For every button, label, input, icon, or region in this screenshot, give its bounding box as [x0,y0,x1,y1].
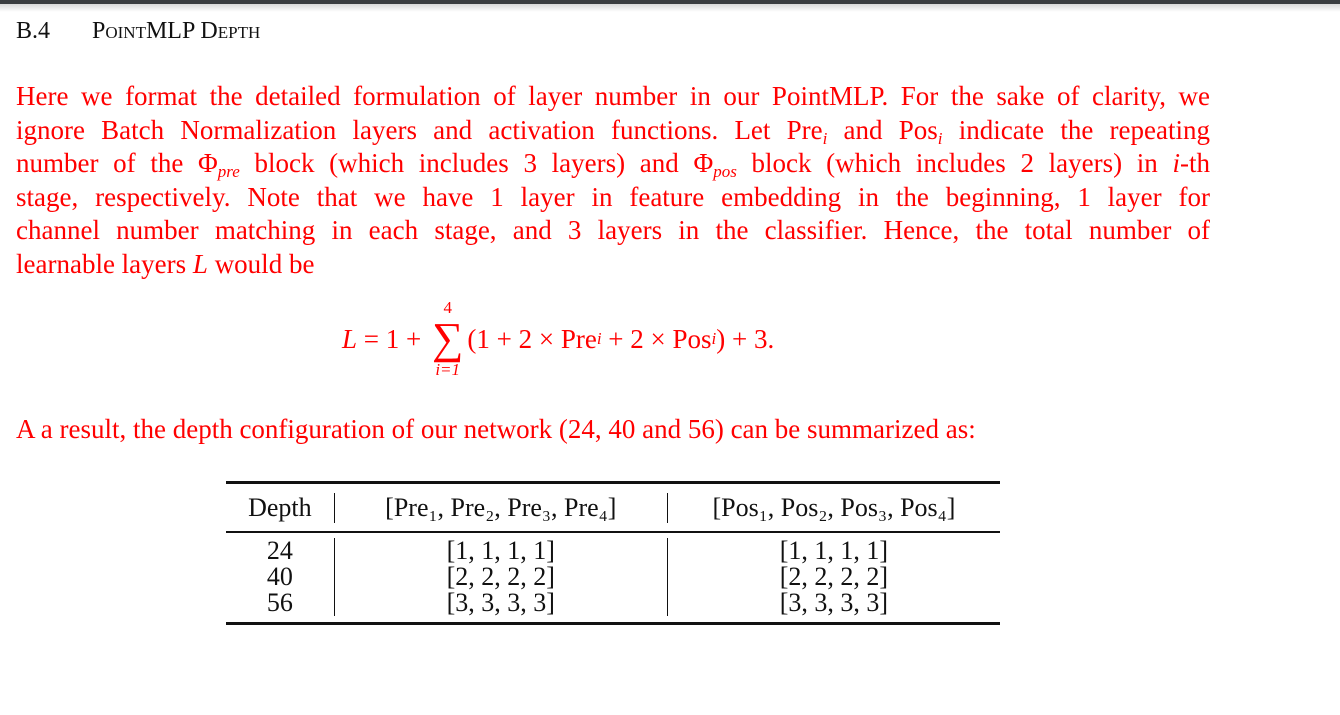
math-pos: Pos [898,114,938,145]
paragraph-line-3 [16,147,1210,181]
math-subscript: i [822,128,828,148]
eq-text: = 1 + [357,323,428,354]
paragraph-line-2 [16,114,1210,148]
table-cell-pre: [3, 3, 3, 3] [446,587,555,617]
header-pre: [Pre₁, Pre₂, Pre₃, Pre₄] [334,493,667,523]
math-phi: Φ [693,148,714,178]
section-heading [16,18,260,45]
header-pos: [Pos₁, Pos₂, Pos₃, Pos₄] [667,493,1000,523]
table-cell-pos: [3, 3, 3, 3] [779,587,889,617]
sum-upper-limit: 4 [443,298,452,317]
table-cell-pos: [1, 1, 1, 1] [779,535,889,565]
math-subscript: i [937,128,943,148]
text-span: block (which includes 2 layers) in [736,148,1173,178]
text-span: number of the [16,148,198,178]
text-span: block (which includes 3 layers) and [239,148,694,178]
table-bottom-rule [226,622,1000,625]
math-subscript: pre [217,162,240,181]
pos-column [667,535,1000,617]
math-pre: Pre [786,114,823,145]
text-span: ignore Batch Normalization layers and activation functions. Let [16,114,787,145]
sigma-symbol: ∑ [432,314,464,363]
table-body [226,533,1000,622]
depth-column [226,535,334,617]
eq-text: + 2 × Pos [601,323,712,354]
viewer-top-shadow [0,4,1340,12]
text-span: would be [207,248,315,279]
table-cell-depth: 56 [266,587,293,617]
summation [432,298,463,380]
text-span: and [827,114,899,145]
table-cell-pos: [2, 2, 2, 2] [779,561,889,591]
paragraph-line-5: channel number matching in each stage, and 3 layers in the classifier. Hence, the total number of [16,215,1210,245]
math-i: i [1172,148,1180,178]
body-paragraph [16,80,1210,281]
eq-lhs: L [342,323,358,354]
math-subscript: pos [713,162,737,181]
eq-text: (1 + 2 × Pre [467,323,597,354]
eq-text: ) + 3. [716,323,775,354]
section-number: B.4 [16,18,51,44]
sum-lower-limit: i=1 [435,360,461,379]
table-cell-pre: [1, 1, 1, 1] [446,535,555,565]
text-span: indicate the repeating [942,114,1211,145]
text-span: -th [1180,148,1210,178]
layer-count-equation: L = 1 + 4 ∑ i=1 (1 + 2 × Pre i + 2 × Pos i ) + 3. [342,298,775,379]
header-depth: Depth [248,492,312,522]
paragraph-line-4: stage, respectively. Note that we have 1 layer in feature embedding in the beginning, 1 layer for [16,181,1210,212]
section-title: PointMLP Depth [92,18,261,44]
math-phi: Φ [198,148,218,178]
text-span: learnable layers [16,248,193,279]
paragraph-line-6 [16,248,1210,282]
math-L: L [192,248,208,279]
table-cell-depth: 24 [266,535,293,565]
table-header-row [226,484,1000,531]
pre-column [334,535,667,617]
result-sentence: A a result, the depth configuration of our network (24, 40 and 56) can be summarized as: [16,414,976,444]
depth-config-table [226,481,1000,625]
table-cell-depth: 40 [266,561,293,591]
table-cell-pre: [2, 2, 2, 2] [446,561,555,591]
paragraph-line-1: Here we format the detailed formulation of layer number in our PointMLP. For the sake of clarity, we [16,81,1210,111]
